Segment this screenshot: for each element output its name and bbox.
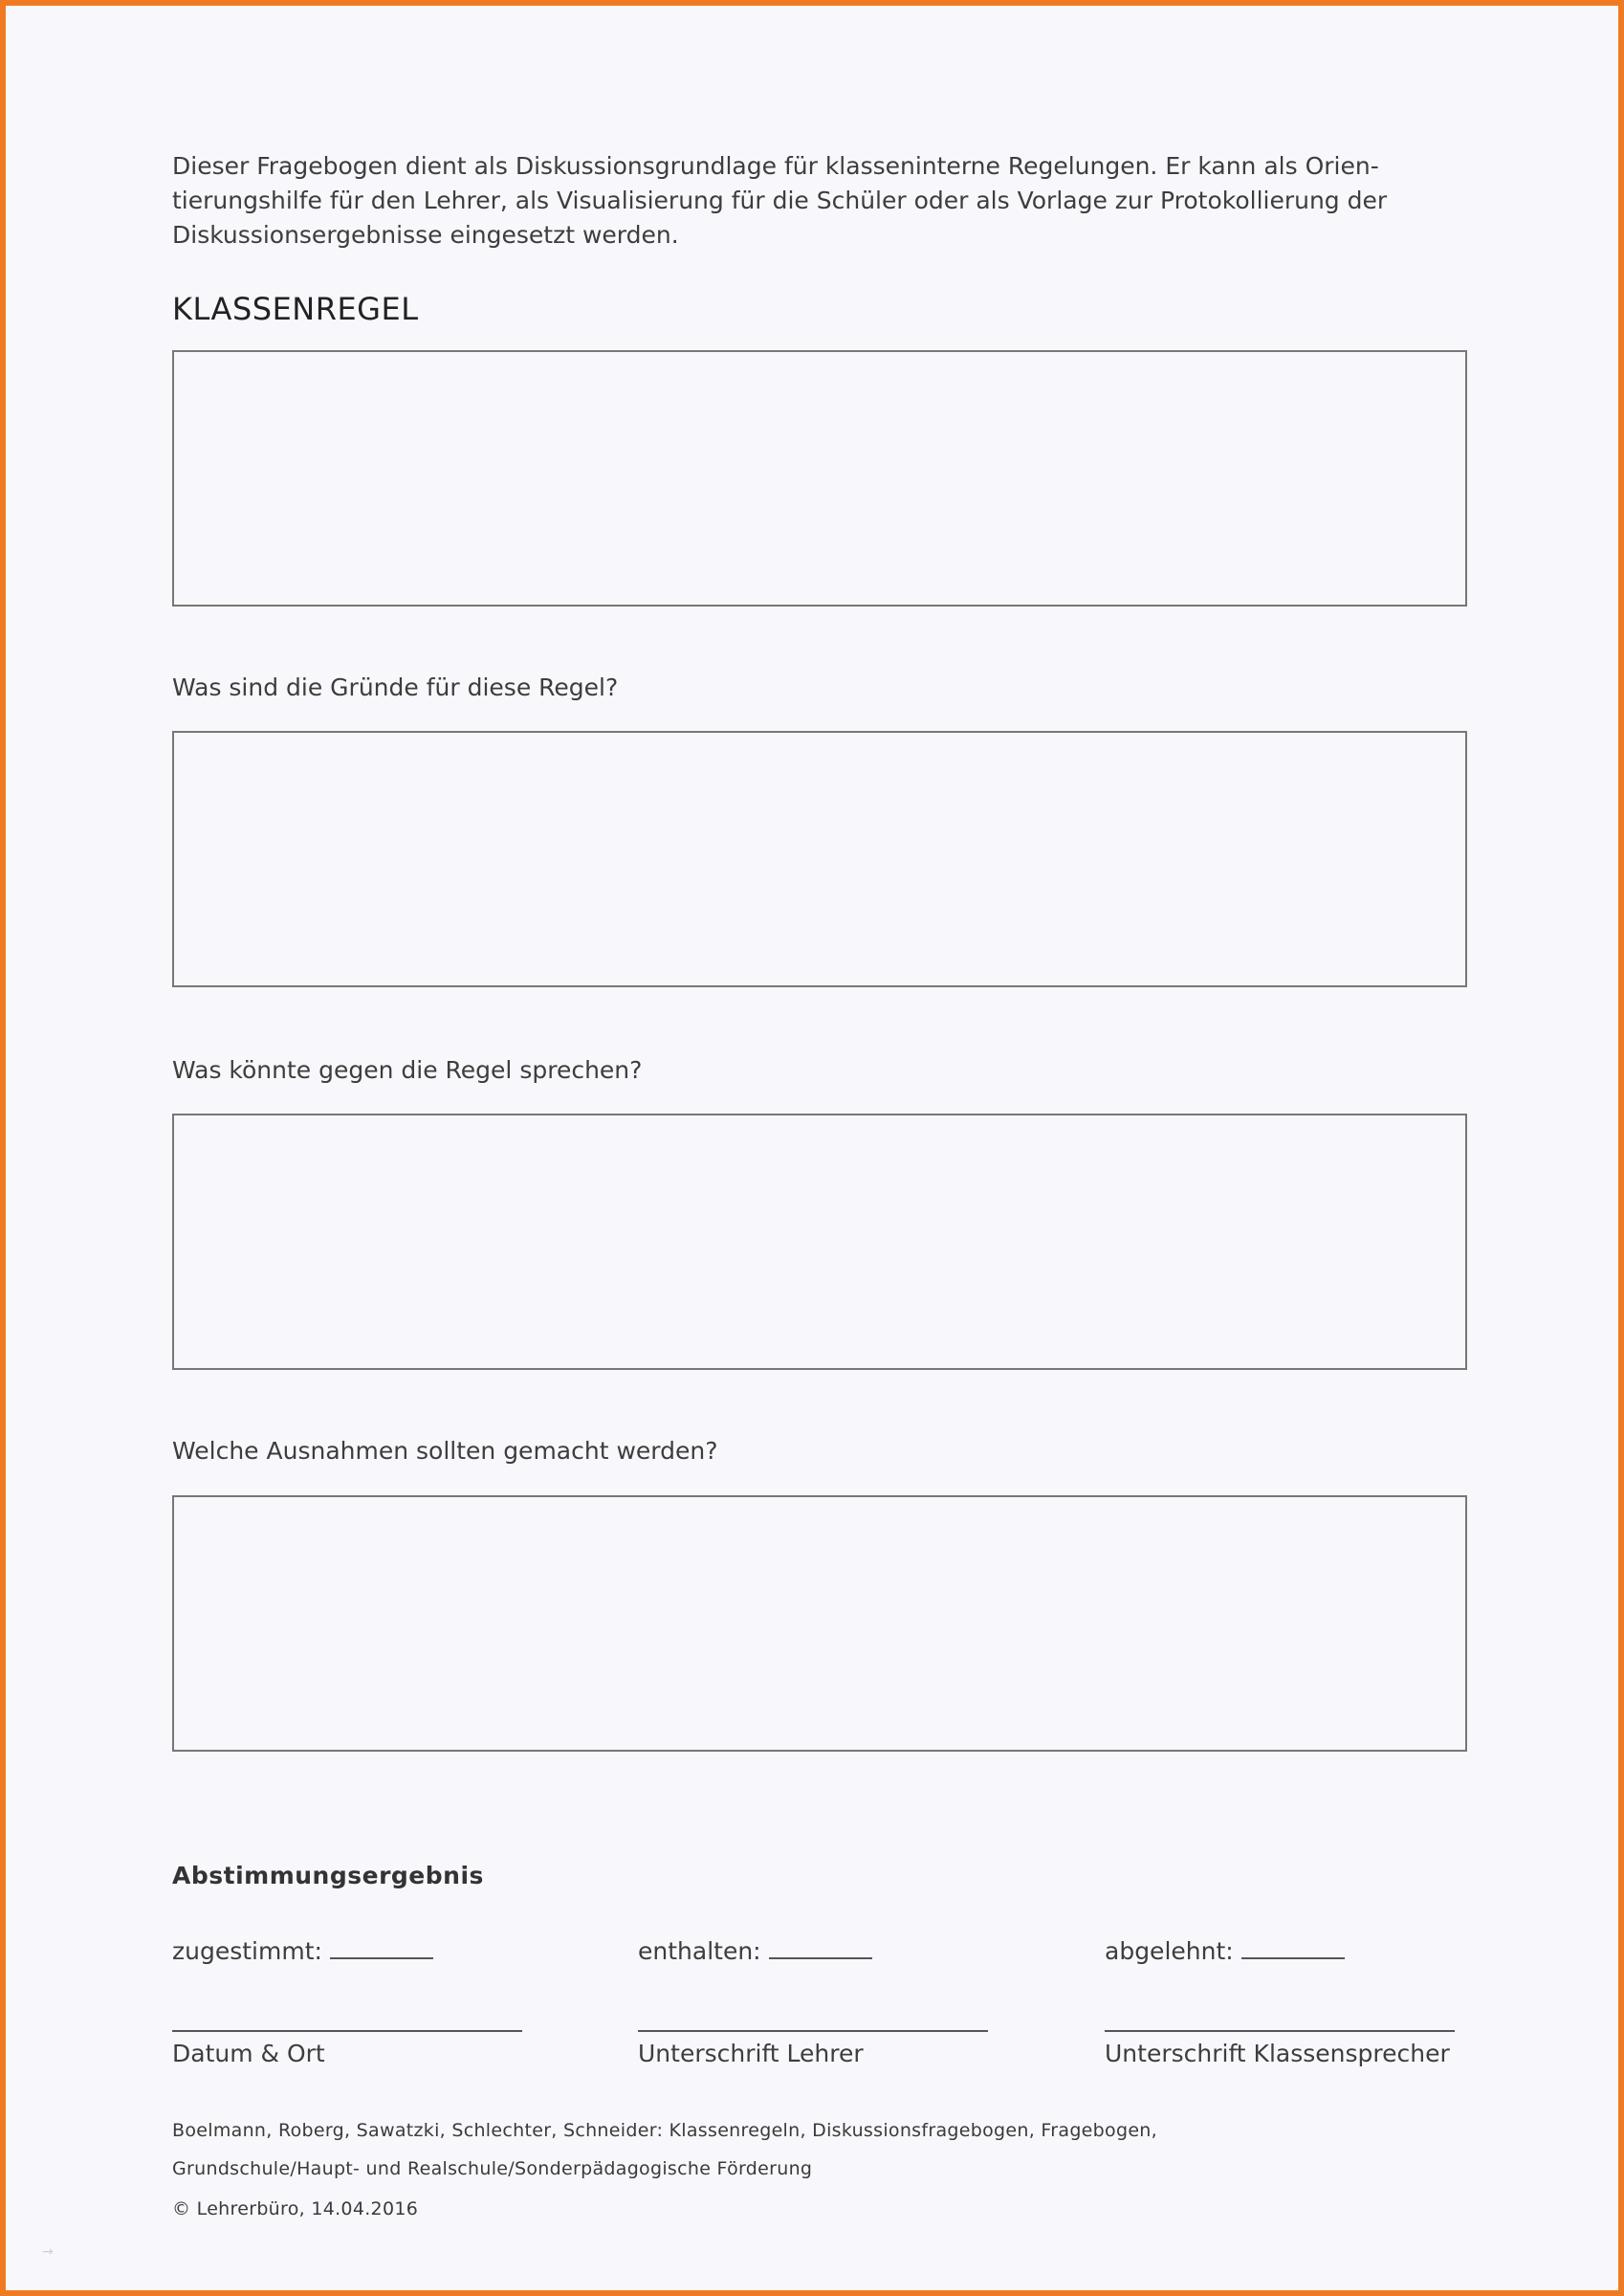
reasons-answer-box[interactable] [172,731,1467,987]
rule-answer-box[interactable] [172,350,1467,607]
class-rep-signature-label: Unterschrift Klassensprecher [1105,2040,1450,2067]
intro-line-2: tierungshilfe für den Lehrer, als Visualisierung für die Schüler oder als Vorlage zur Protokollierung der [172,187,1388,214]
page-title: KLASSENREGEL [172,291,419,327]
exceptions-answer-box[interactable] [172,1495,1467,1752]
teacher-signature-line[interactable] [638,2030,988,2032]
question-exceptions: Welche Ausnahmen sollten gemacht werden? [172,1437,718,1465]
vote-rejected-label: abgelehnt: [1105,1937,1234,1965]
intro-paragraph [172,149,1454,253]
teacher-signature-label: Unterschrift Lehrer [638,2040,864,2067]
date-place-signature-line[interactable] [172,2030,522,2032]
vote-rejected-blank[interactable] [1241,1934,1345,1959]
credit-line-1: Boelmann, Roberg, Sawatzki, Schlechter, Schneider: Klassenregeln, Diskussionsfragebogen, Fragebogen, [172,2120,1157,2141]
arrow-icon: → [42,2244,54,2260]
vote-approved-blank[interactable] [330,1934,433,1959]
intro-line-3: Diskussionsergebnisse eingesetzt werden. [172,221,679,249]
vote-abstained-label: enthalten: [638,1937,761,1965]
against-answer-box[interactable] [172,1114,1467,1370]
credit-line-3: © Lehrerbüro, 14.04.2016 [172,2198,419,2219]
vote-approved-field [172,1934,433,1965]
vote-abstained-field [638,1934,872,1965]
date-place-label: Datum & Ort [172,2040,325,2067]
question-against: Was könnte gegen die Regel sprechen? [172,1056,643,1084]
vote-abstained-blank[interactable] [769,1934,872,1959]
class-rep-signature-line[interactable] [1105,2030,1455,2032]
intro-line-1: Dieser Fragebogen dient als Diskussionsgrundlage für klasseninterne Regelungen. Er kann als Orien- [172,152,1379,180]
vote-approved-label: zugestimmt: [172,1937,322,1965]
credit-line-2: Grundschule/Haupt- und Realschule/Sonderpädagogische Förderung [172,2158,813,2179]
vote-rejected-field [1105,1934,1345,1965]
question-reasons: Was sind die Gründe für diese Regel? [172,673,619,701]
vote-section-title: Abstimmungsergebnis [172,1862,484,1889]
